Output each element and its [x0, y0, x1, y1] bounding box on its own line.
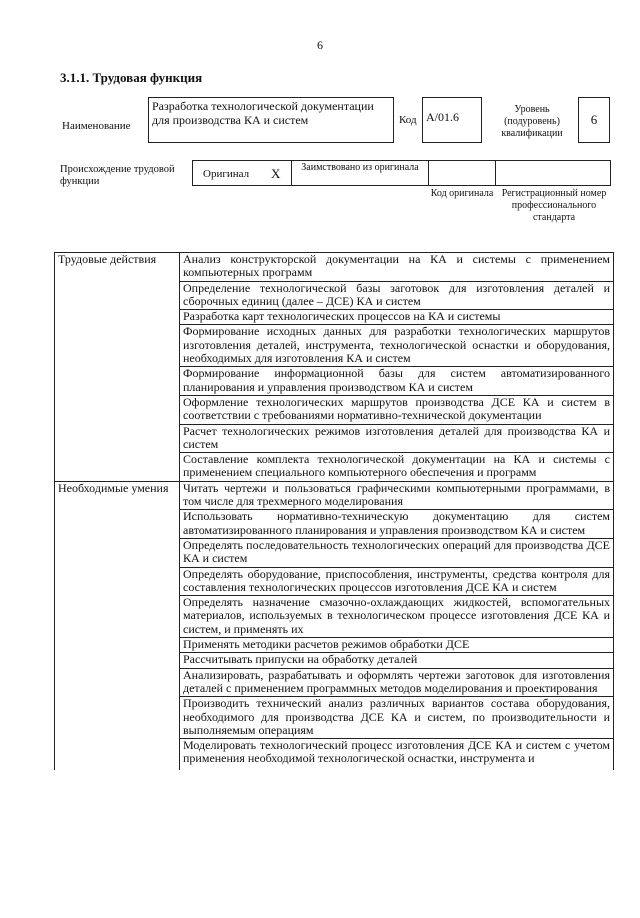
name-value: Разработка технологической документации для производства КА и систем — [152, 99, 374, 127]
original-box — [192, 160, 292, 186]
level-value: 6 — [590, 112, 598, 127]
origin-label: Происхождение трудовой функции — [60, 164, 175, 187]
skills-label: Необходимые умения — [55, 481, 180, 770]
labor-actions-label: Трудовые действия — [55, 253, 180, 482]
page-number: 6 — [317, 38, 323, 52]
original-code-box — [428, 160, 496, 186]
list-item: Анализ конструкторской документации на КА и системы с применением компьютерных программ — [180, 253, 614, 282]
reg-caption: Регистрационный номер профессионального стандарта — [501, 188, 607, 223]
list-item: Анализировать, разрабатывать и оформлять чертежи заготовок для изготовления деталей с применением программных методов моделирования и проектирования — [180, 668, 614, 697]
original-mark: Х — [271, 166, 281, 181]
list-item: Расчет технологических режимов изготовления деталей для производства КА и систем — [180, 424, 614, 453]
borrowed-label: Заимствовано из оригинала — [301, 162, 419, 173]
list-item: Рассчитывать припуски на обработку деталей — [180, 653, 614, 668]
list-item — [180, 739, 614, 771]
list-item: Формирование информационной базы для систем автоматизированного планирования и управления производством КА и систем — [180, 367, 614, 396]
borrowed-box — [291, 160, 429, 186]
name-value-box — [148, 97, 394, 143]
list-item: Применять методики расчетов режимов обработки ДСЕ — [180, 638, 614, 653]
code-value: А/01.6 — [426, 110, 459, 124]
code-caption: Код оригинала — [430, 188, 494, 199]
list-item: Определять назначение смазочно-охлаждающих жидкостей, вспомогательных материалов, используемых в технологическом процессе изготовления ДСЕ КА и систем, и применять их — [180, 596, 614, 638]
list-item: Использовать нормативно-техническую документацию для систем автоматизированного планирования и управления производством КА и систем — [180, 510, 614, 539]
original-label: Оригинал — [203, 168, 250, 180]
table-row — [55, 481, 614, 510]
section-title: 3.1.1. Трудовая функция — [60, 70, 203, 85]
reg-number-box — [495, 160, 611, 186]
list-item-text: Моделировать технологический процесс изготовления ДСЕ КА и систем с учетом применения необходимой технологической оснастки, инструмента и — [183, 739, 610, 766]
name-label: Наименование — [62, 120, 131, 132]
list-item: Определять оборудование, приспособления, инструменты, средства контроля для составления технологических процессов изготовления ДСЕ КА и систем — [180, 567, 614, 596]
code-value-box — [422, 97, 482, 143]
list-item: Составление комплекта технологической документации на КА и системы с применением специального компьютерного обеспечения и программ — [180, 453, 614, 482]
table-row — [55, 253, 614, 282]
list-item: Определение технологической базы заготовок для изготовления деталей и сборочных единиц (далее – ДСЕ) КА и систем — [180, 281, 614, 310]
function-table — [54, 252, 614, 770]
code-label: Код — [399, 114, 417, 126]
list-item: Определять последовательность технологических операций для производства ДСЕ КА и систем — [180, 538, 614, 567]
level-label: Уровень (подуровень) квалификации — [501, 104, 563, 139]
list-item: Читать чертежи и пользоваться графическими компьютерными программами, в том числе для трехмерного моделирования — [180, 481, 614, 510]
list-item: Производить технический анализ различных вариантов состава оборудования, необходимого для производства ДСЕ КА и систем, по производительности и выполняемым операциям — [180, 697, 614, 739]
list-item: Разработка карт технологических процессов на КА и системы — [180, 310, 614, 325]
list-item: Оформление технологических маршрутов производства ДСЕ КА и систем в соответствии с требованиями нормативно-технической документации — [180, 395, 614, 424]
list-item: Формирование исходных данных для разработки технологических маршрутов изготовления деталей, инструмента, технологической оснастки и оборудования, необходимых для изготовления КА и систем — [180, 325, 614, 367]
level-value-box — [578, 97, 610, 143]
